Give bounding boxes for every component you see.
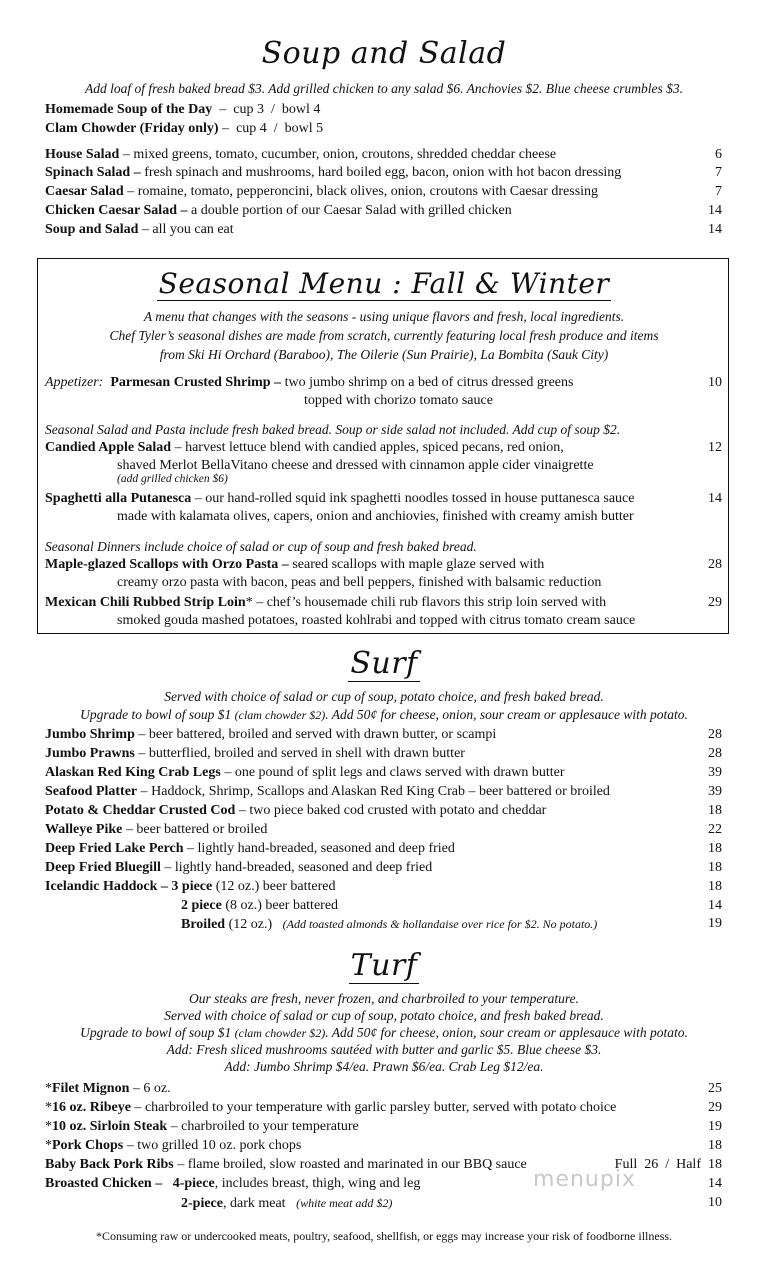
item-desc-cont: smoked gouda mashed potatoes, roasted kohlrabi and topped with citrus tomato cream sauce xyxy=(117,613,636,628)
menu-item xyxy=(45,202,721,220)
item-price: 25 xyxy=(708,1081,722,1096)
item-price: 6 xyxy=(715,147,722,162)
item-name: Parmesan Crusted Shrimp – xyxy=(110,375,282,390)
seasonal-intro-2: Chef Tyler’s seasonal dishes are made from scratch, currently featuring local fresh produce and items xyxy=(109,328,659,343)
menupix-watermark: menupix xyxy=(533,1167,636,1192)
menu-item xyxy=(45,374,721,392)
item-price: 28 xyxy=(708,746,722,761)
item-name: Broasted Chicken – xyxy=(45,1176,163,1191)
appetizer-label: Appetizer: xyxy=(45,375,104,390)
item-desc: two jumbo shrimp on a bed of citrus dressed greens xyxy=(281,375,574,390)
item-price: 7 xyxy=(715,184,722,199)
item-price: 14 xyxy=(708,491,722,506)
menu-item xyxy=(45,859,721,877)
surf-note-2b: (clam chowder $2) xyxy=(234,708,326,722)
item-desc: – charbroiled to your temperature xyxy=(167,1119,359,1134)
menu-item xyxy=(45,745,721,763)
item-price: 29 xyxy=(708,595,722,610)
item-desc: , includes breast, thigh, wing and leg xyxy=(214,1176,421,1191)
item-name: Candied Apple Salad xyxy=(45,440,172,455)
item-price: 10 xyxy=(708,1195,722,1210)
turf-note-3a: Upgrade to bowl of soup $1 xyxy=(80,1025,235,1040)
item-option: 3 piece xyxy=(171,879,213,894)
item-price: 14 xyxy=(708,222,722,237)
item-desc: – charbroiled to your temperature with garlic parsley butter, served with potato choice xyxy=(130,1100,617,1115)
item-desc: – mixed greens, tomato, cucumber, onion, croutons, shredded cheddar cheese xyxy=(119,147,557,162)
item-name: Soup and Salad xyxy=(45,222,139,237)
item-desc-cont: creamy orzo pasta with bacon, peas and bell peppers, finished with balsamic reduction xyxy=(117,575,602,590)
seasonal-title-text: Seasonal Menu : Fall & Winter xyxy=(158,267,610,300)
item-name: Filet Mignon xyxy=(52,1081,130,1096)
salad-pasta-note: Seasonal Salad and Pasta include fresh baked bread. Soup or side salad not included. Add cup of soup $2. xyxy=(45,422,621,437)
menu-item xyxy=(45,164,721,182)
item-name: House Salad xyxy=(45,147,120,162)
item-note: (Add toasted almonds & hollandaise over rice for $2. No potato.) xyxy=(282,917,598,931)
menu-item xyxy=(45,802,721,820)
item-price: Full 26 / Half 18 xyxy=(614,1157,722,1172)
item-name: Clam Chowder (Friday only) xyxy=(45,121,219,136)
surf-note-2a: Upgrade to bowl of soup $1 xyxy=(80,707,235,722)
item-name: Icelandic Haddock – xyxy=(45,879,168,894)
item-option: 2 piece xyxy=(181,898,222,913)
item-price: 7 xyxy=(715,165,722,180)
turf-note-1: Our steaks are fresh, never frozen, and charbroiled to your temperature. xyxy=(188,991,580,1006)
turf-note-3 xyxy=(0,1024,768,1042)
menu-item xyxy=(45,221,721,239)
surf-note-2 xyxy=(0,706,768,724)
item-desc: – all you can eat xyxy=(138,222,234,237)
menu-item xyxy=(45,1080,721,1098)
seasonal-intro-1: A menu that changes with the seasons - using unique flavors and fresh, local ingredients. xyxy=(143,309,625,324)
menu-item xyxy=(45,840,721,858)
turf-note-3c: . Add 50¢ for cheese, onion, sour cream or applesauce with potato. xyxy=(325,1025,688,1040)
item-desc: – cup 4 / bowl 5 xyxy=(218,121,324,136)
item-desc: – 6 oz. xyxy=(129,1081,171,1096)
item-name: Deep Fried Lake Perch xyxy=(45,841,184,856)
item-name: Mexican Chili Rubbed Strip Loin xyxy=(45,595,246,610)
item-price: 18 xyxy=(708,879,722,894)
item-price: 39 xyxy=(708,784,722,799)
item-name: Seafood Platter xyxy=(45,784,138,799)
item-price: 18 xyxy=(708,841,722,856)
item-price: 12 xyxy=(708,440,722,455)
item-price: 28 xyxy=(708,727,722,742)
menu-item-option xyxy=(181,915,597,934)
item-desc: – beer battered, broiled and served with drawn butter, or scampi xyxy=(134,727,497,742)
menu-item xyxy=(45,764,721,782)
menu-item xyxy=(45,821,721,839)
turf-title xyxy=(0,948,768,984)
menu-item xyxy=(45,146,721,164)
item-price: 14 xyxy=(708,898,722,913)
menu-item xyxy=(45,726,721,744)
raw-star: * xyxy=(45,1081,52,1096)
menu-item xyxy=(45,1118,721,1136)
item-option: 4-piece xyxy=(172,1176,215,1191)
item-name: Walleye Pike xyxy=(45,822,123,837)
item-desc: – our hand-rolled squid ink spaghetti noodles tossed in house puttanesca sauce xyxy=(191,491,635,506)
item-option: 2-piece xyxy=(181,1196,223,1211)
item-desc: – lightly hand-breaded, seasoned and deep fried xyxy=(160,860,433,875)
surf-note-1: Served with choice of salad or cup of soup, potato choice, and fresh baked bread. xyxy=(164,689,604,704)
item-price: 18 xyxy=(708,803,722,818)
item-name: 16 oz. Ribeye xyxy=(52,1100,131,1115)
seasonal-intro-3: from Ski Hi Orchard (Baraboo), The Oilerie (Sun Prairie), La Bombita (Sauk City) xyxy=(159,347,609,362)
menu-item xyxy=(45,439,721,457)
item-desc: – flame broiled, slow roasted and marinated in our BBQ sauce xyxy=(173,1157,527,1172)
item-price: 14 xyxy=(708,1176,722,1191)
item-name: Jumbo Shrimp xyxy=(45,727,135,742)
item-star: * – xyxy=(245,595,264,610)
item-price: 18 xyxy=(708,860,722,875)
item-desc-cont: shaved Merlot BellaVitano cheese and dressed with cinnamon apple cider vinaigrette xyxy=(117,458,594,473)
menu-item xyxy=(45,101,721,119)
item-desc: – cup 3 / bowl 4 xyxy=(212,102,321,117)
seasonal-title xyxy=(0,266,768,302)
menu-item xyxy=(45,878,721,896)
raw-star: * xyxy=(45,1100,52,1115)
item-desc: – butterflied, broiled and served in shell with drawn butter xyxy=(134,746,465,761)
item-desc-cont: topped with chorizo tomato sauce xyxy=(304,393,493,408)
item-desc: – two grilled 10 oz. pork chops xyxy=(123,1138,302,1153)
item-price: 14 xyxy=(708,203,722,218)
item-desc: fresh spinach and mushrooms, hard boiled egg, bacon, onion with hot bacon dressing xyxy=(140,165,622,180)
item-desc: – Haddock, Shrimp, Scallops and Alaskan Red King Crab – beer battered or broiled xyxy=(137,784,610,799)
surf-title-text: Surf xyxy=(350,646,418,681)
soup-salad-title: Soup and Salad xyxy=(261,36,507,71)
item-name: Homemade Soup of the Day xyxy=(45,102,213,117)
surf-title xyxy=(0,646,768,682)
item-desc: seared scallops with maple glaze served with xyxy=(288,557,545,572)
item-desc: chef’s housemade chili rub flavors this strip loin served with xyxy=(263,595,607,610)
item-desc: – two piece baked cod crusted with potato and cheddar xyxy=(235,803,547,818)
menu-item xyxy=(45,594,721,612)
surf-note-2c: . Add 50¢ for cheese, onion, sour cream or applesauce with potato. xyxy=(325,707,688,722)
turf-note-2: Served with choice of salad or cup of soup, potato choice, and fresh baked bread. xyxy=(164,1008,604,1023)
item-price: 22 xyxy=(708,822,722,837)
item-desc: (12 oz.) xyxy=(225,917,273,932)
menu-item xyxy=(45,1137,721,1155)
item-desc: – beer battered or broiled xyxy=(122,822,268,837)
raw-star: * xyxy=(45,1138,52,1153)
turf-note-3b: (clam chowder $2) xyxy=(234,1026,326,1040)
item-desc: , dark meat xyxy=(222,1196,286,1211)
item-name: Spinach Salad – xyxy=(45,165,141,180)
item-price: 19 xyxy=(708,1119,722,1134)
item-name: Potato & Cheddar Crusted Cod xyxy=(45,803,236,818)
foodborne-disclaimer: *Consuming raw or undercooked meats, poultry, seafood, shellfish, or eggs may increase your risk of foodborne illness. xyxy=(95,1229,673,1243)
item-price: 19 xyxy=(708,916,722,931)
soup-salad-note: Add loaf of fresh baked bread $3. Add grilled chicken to any salad $6. Anchovies $2. Blue cheese crumbles $3. xyxy=(84,81,683,96)
menu-item xyxy=(45,490,721,508)
item-price: 18 xyxy=(708,1138,722,1153)
item-name: 10 oz. Sirloin Steak xyxy=(52,1119,168,1134)
menu-item-option xyxy=(181,1194,392,1213)
item-option: Broiled xyxy=(181,917,226,932)
item-price: 29 xyxy=(708,1100,722,1115)
turf-note-5: Add: Jumbo Shrimp $4/ea. Prawn $6/ea. Crab Leg $12/ea. xyxy=(224,1059,544,1074)
item-name: Caesar Salad xyxy=(45,184,124,199)
menu-item xyxy=(45,783,721,801)
item-price: 10 xyxy=(708,375,722,390)
item-name: Chicken Caesar Salad – xyxy=(45,203,188,218)
item-desc: (8 oz.) beer battered xyxy=(221,898,339,913)
item-price: 39 xyxy=(708,765,722,780)
item-name: Jumbo Prawns xyxy=(45,746,135,761)
item-name: Baby Back Pork Ribs xyxy=(45,1157,174,1172)
item-name: Maple-glazed Scallops with Orzo Pasta – xyxy=(45,557,289,572)
item-desc: (12 oz.) beer battered xyxy=(212,879,336,894)
item-desc: – romaine, tomato, pepperoncini, black olives, onion, croutons with Caesar dressing xyxy=(123,184,599,199)
item-desc: – harvest lettuce blend with candied apples, spiced pecans, red onion, xyxy=(171,440,564,455)
item-note: (white meat add $2) xyxy=(296,1196,393,1210)
menu-item xyxy=(45,1099,721,1117)
raw-star: * xyxy=(45,1119,52,1134)
menu-item xyxy=(45,120,721,138)
item-name: Alaskan Red King Crab Legs xyxy=(45,765,221,780)
turf-note-4: Add: Fresh sliced mushrooms sautéed with butter and garlic $5. Blue cheese $3. xyxy=(166,1042,602,1057)
item-name: Spaghetti alla Putanesca xyxy=(45,491,192,506)
item-addon-note: (add grilled chicken $6) xyxy=(117,473,228,485)
menu-item-option xyxy=(181,897,338,915)
item-name: Deep Fried Bluegill xyxy=(45,860,161,875)
item-desc: a double portion of our Caesar Salad with grilled chicken xyxy=(187,203,512,218)
item-desc: – one pound of split legs and claws served with drawn butter xyxy=(220,765,565,780)
turf-title-text: Turf xyxy=(350,948,418,983)
item-desc: – lightly hand-breaded, seasoned and deep fried xyxy=(183,841,455,856)
item-price: 28 xyxy=(708,557,722,572)
dinners-note: Seasonal Dinners include choice of salad or cup of soup and fresh baked bread. xyxy=(45,539,477,554)
menu-item xyxy=(45,183,721,201)
item-name: Pork Chops xyxy=(52,1138,124,1153)
menu-item xyxy=(45,556,721,574)
item-desc-cont: made with kalamata olives, capers, onion and anchiovies, finished with creamy amish butter xyxy=(117,509,634,524)
